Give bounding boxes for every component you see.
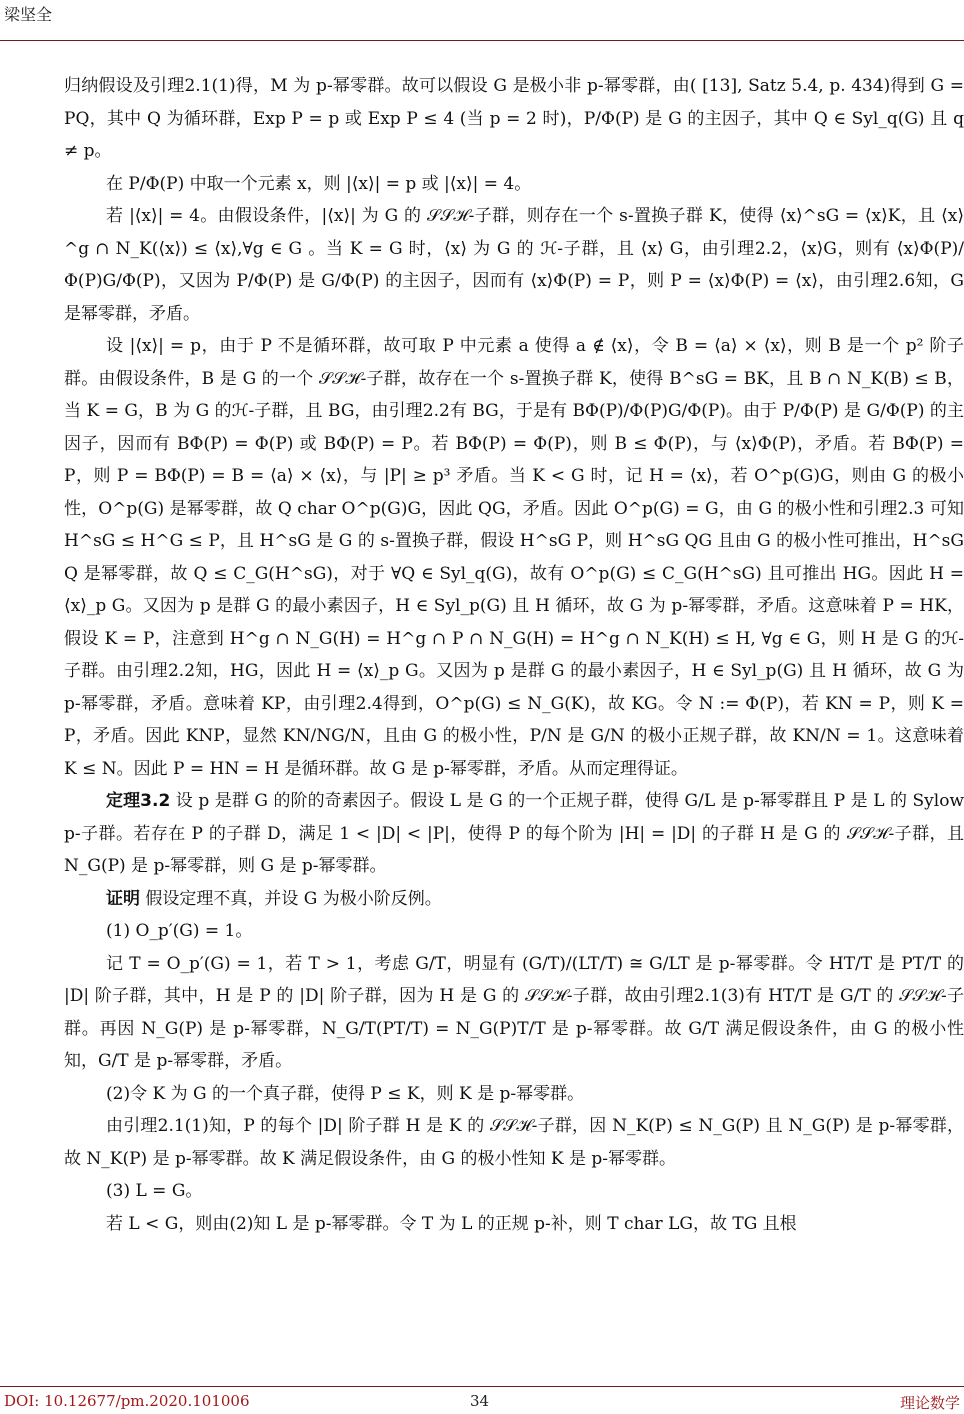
article-body: [64, 70, 964, 1240]
step-1: (1) O_p′(G) = 1。: [106, 921, 253, 941]
paragraph: 记 T = O_p′(G) = 1，若 T > 1，考虑 G/T，明显有 (G/T)/(LT/T) ≅ G/LT 是 p-幂零群。令 HT/T 是 PT/T 的 |D| 阶子群，其中，H 是 P 的 |D| 阶子群，因为 H 是 G 的 𝒮𝒮ℋ-子群，故由引理2.1(3)有 HT/T 是 G/T 的 𝒮𝒮ℋ-子群。再因 N_G(P) 是 p-幂零群，N_G/T(PT/T) = N_G(P)T/T 是 p-幂零群。故 G/T 满足假设条件，由 G 的极小性知，G/T 是 p-幂零群，矛盾。: [64, 953, 964, 1071]
theorem-statement: 设 p 是群 G 的阶的奇素因子。假设 L 是 G 的一个正规子群，使得 G/L 是 p-幂零群且 P 是 L 的 Sylow p-子群。若存在 P 的子群 D，满足 1 < |D| < |P|，使得 P 的每个阶为 |H| = |D| 的子群 H 是 G 的 𝒮𝒮ℋ-子群，且 N_G(P) 是 p-幂零群，则 G 是 p-幂零群。: [64, 791, 964, 876]
proof-start: [64, 883, 964, 916]
paragraph: 设 |⟨x⟩| = p，由于 P 不是循环群，故可取 P 中元素 a 使得 a ∉ ⟨x⟩，令 B = ⟨a⟩ × ⟨x⟩，则 B 是一个 p² 阶子群。由假设条件，B 是 G 的一个 𝒮𝒮ℋ-子群，故存在一个 s-置换子群 K，使得 B^sG = BK，且 B ∩ N_K(B) ≤ B，当 K = G，B 为 G 的ℋ-子群，且 BG，由引理2.2有 BG，于是有 BΦ(P)/Φ(P)G/Φ(P)。由于 P/Φ(P) 是 G/Φ(P) 的主因子，因而有 BΦ(P) = Φ(P) 或 BΦ(P) = P。若 BΦ(P) = Φ(P)，则 B ≤ Φ(P)，与 ⟨x⟩Φ(P)，矛盾。若 BΦ(P) = P，则 P = BΦ(P) = B = ⟨a⟩ × ⟨x⟩，与 |P| ≥ p³ 矛盾。当 K < G 时，记 H = ⟨x⟩，若 O^p(G)G，则由 G 的极小性，O^p(G) 是幂零群，故 Q char O^p(G)G，因此 QG，矛盾。因此 O^p(G) = G，由 G 的极小性和引理2.3 可知 H^sG ≤ H^G ≤ P，且 H^sG 是 G 的 s-置换子群，假设 H^sG P，则 H^sG QG 且由 G 的极小性可推出，H^sG Q 是幂零群，故 Q ≤ C_G(H^sG)，对于 ∀Q ∈ Syl_q(G)，故有 O^p(G) ≤ C_G(H^sG) 且可推出 HG。因此 H = ⟨x⟩_p G。又因为 p 是群 G 的最小素因子，H ∈ Syl_p(G) 且 H 循环，故 G 为 p-幂零群，矛盾。这意味着 P = HK，假设 K = P，注意到 H^g ∩ N_G(H) = H^g ∩ P ∩ N_G(H) = H^g ∩ N_K(H) ≤ H, ∀g ∈ G，则 H 是 G 的ℋ-子群。由引理2.2知，HG，因此 H = ⟨x⟩_p G。又因为 p 是群 G 的最小素因子，H ∈ Syl_p(G) 且 H 循环，故 G 为 p-幂零群，矛盾。意味着 KP，由引理2.4得到，O^p(G) ≤ N_G(K)，故 KG。令 N := Φ(P)，若 KN = P，则 K = P，矛盾。因此 KNP，显然 KN/NG/N，且由 G 的极小性，P/N 是 G/N 的极小正规子群，故 KN/N = 1。这意味着 K ≤ N。因此 P = HN = H 是循环群。故 G 是 p-幂零群，矛盾。从而定理得证。: [64, 336, 964, 779]
proof-label: 证明: [106, 888, 140, 909]
theorem-3-2: [64, 785, 964, 883]
footer-divider: [0, 1386, 964, 1387]
header-divider: [0, 40, 964, 41]
journal-name: 理论数学: [899, 1394, 960, 1412]
step-3: (3) L = G。: [106, 1181, 203, 1201]
running-header-author: 梁坚全: [4, 5, 53, 24]
paragraph: 若 |⟨x⟩| = 4。由假设条件，|⟨x⟩| 为 G 的 𝒮𝒮ℋ-子群，则存在一个 s-置换子群 K，使得 ⟨x⟩^sG = ⟨x⟩K，且 ⟨x⟩^g ∩ N_K(⟨x⟩) ≤ ⟨x⟩,∀g ∈ G 。当 K = G 时，⟨x⟩ 为 G 的 ℋ-子群，且 ⟨x⟩ G，由引理2.2，⟨x⟩G，则有 ⟨x⟩Φ(P)/Φ(P)G/Φ(P)，又因为 P/Φ(P) 是 G/Φ(P) 的主因子，因而有 ⟨x⟩Φ(P) = P，则 P = ⟨x⟩Φ(P) = ⟨x⟩，由引理2.6知，G 是幂零群，矛盾。: [64, 206, 964, 324]
paragraph: 归纳假设及引理2.1(1)得，M 为 p-幂零群。故可以假设 G 是极小非 p-幂零群，由( [13], Satz 5.4, p. 434)得到 G = PQ，其中 Q 为循环群，Exp P = p 或 Exp P ≤ 4 (当 p = 2 时)，P/Φ(P) 是 G 的主因子，其中 Q ∈ Syl_q(G) 且 q ≠ p。: [64, 76, 964, 161]
paragraph: 由引理2.1(1)知，P 的每个 |D| 阶子群 H 是 K 的 𝒮𝒮ℋ-子群，因 N_K(P) ≤ N_G(P) 且 N_G(P) 是 p-幂零群，故 N_K(P) 是 p-幂零群。故 K 满足假设条件，由 G 的极小性知 K 是 p-幂零群。: [64, 1116, 964, 1169]
doi-link[interactable]: DOI: 10.12677/pm.2020.101006: [4, 1392, 250, 1410]
theorem-label: 定理3.2: [106, 791, 171, 811]
paragraph: 在 P/Φ(P) 中取一个元素 x，则 |⟨x⟩| = p 或 |⟨x⟩| = 4。: [106, 173, 532, 194]
proof-statement: 假设定理不真，并设 G 为极小阶反例。: [145, 888, 442, 909]
step-2: (2)令 K 为 G 的一个真子群，使得 P ≤ K，则 K 是 p-幂零群。: [106, 1083, 585, 1104]
paragraph: 若 L < G，则由(2)知 L 是 p-幂零群。令 T 为 L 的正规 p-补，则 T char LG，故 TG 且根: [106, 1213, 797, 1234]
page-number: 34: [470, 1392, 490, 1410]
